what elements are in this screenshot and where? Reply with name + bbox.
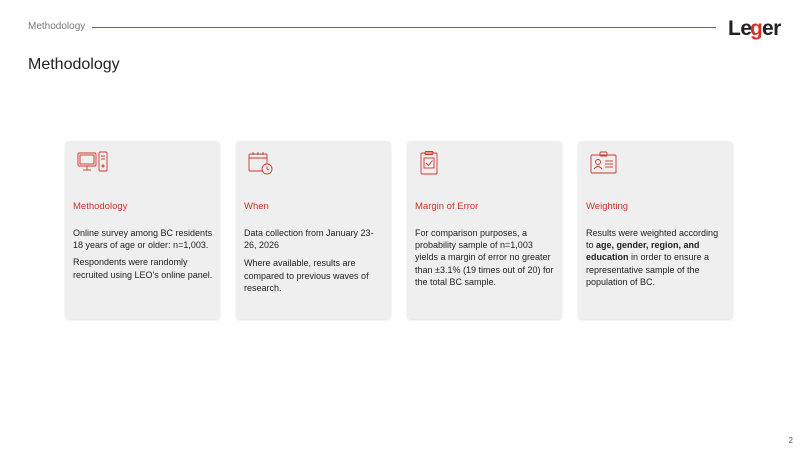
svg-text:Le: Le (728, 17, 752, 40)
card-when (236, 141, 391, 319)
card-title: Margin of Error (415, 201, 479, 212)
card-body (586, 227, 727, 293)
section-label: Methodology (28, 21, 86, 32)
card-methodology (65, 141, 220, 319)
body-bold-text: age, gender, region, and education (586, 240, 700, 263)
card-paragraph: Online survey among BC residents 18 years of age or older: n=1,003. (73, 228, 213, 251)
computer-icon (77, 151, 111, 175)
card-paragraph: For comparison purposes, a probability sample of n=1,003 yields a margin of error no greater than ±3.1% (19 times out of 20) for the total BC sample. (415, 228, 554, 287)
card-paragraph: Respondents were randomly recruited using LEO's online panel. (73, 257, 213, 280)
card-paragraph: Data collection from January 23-26, 2026 (244, 228, 374, 251)
card-body (415, 227, 556, 293)
card-paragraph (586, 227, 727, 288)
clipboard-check-icon (419, 151, 453, 175)
id-card-icon (590, 151, 624, 175)
body-text: Results were weighted according to (586, 228, 719, 251)
card-body (73, 227, 214, 286)
card-body (244, 227, 385, 299)
page-number: 2 (788, 436, 793, 445)
card-margin-of-error (407, 141, 562, 319)
svg-text:g: g (750, 17, 763, 40)
card-title: When (244, 201, 269, 212)
card-paragraph: Where available, results are compared to previous waves of research. (244, 258, 369, 293)
card-row (65, 141, 733, 319)
page-title: Methodology (28, 55, 120, 73)
leger-logo (728, 14, 784, 48)
calendar-clock-icon (248, 151, 282, 175)
card-title: Methodology (73, 201, 128, 212)
card-title: Weighting (586, 201, 629, 212)
body-text: in order to ensure a representative sample of the population of BC. (586, 252, 710, 287)
card-weighting (578, 141, 733, 319)
svg-text:er: er (762, 17, 781, 40)
header-rule (92, 27, 716, 28)
